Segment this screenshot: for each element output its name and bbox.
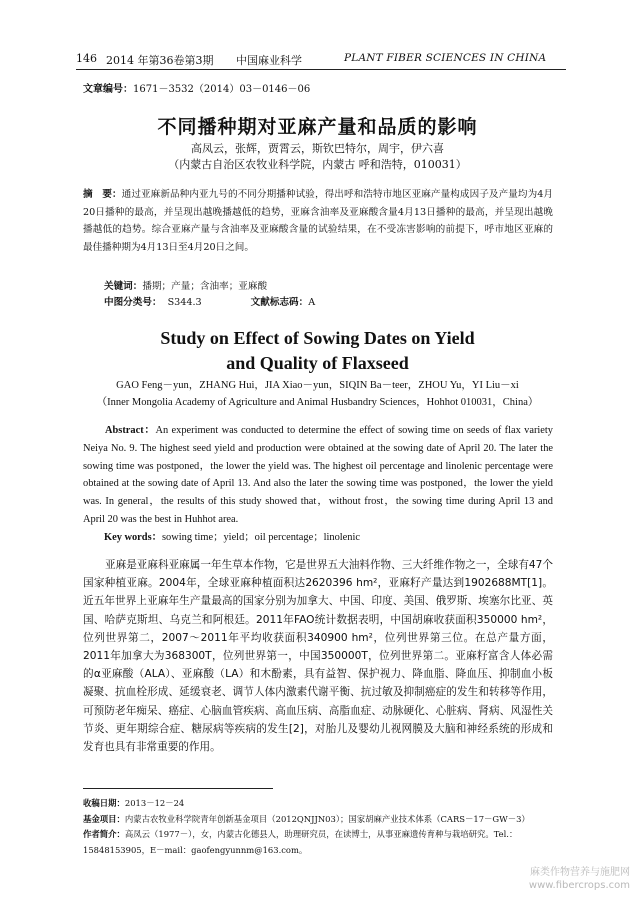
authors-cn: 高凤云，张辉，贾霄云，斯钦巴特尔，周宇，伊六喜	[191, 142, 444, 155]
title-en	[0, 326, 635, 376]
clc-label: 中图分类号：	[104, 297, 162, 308]
authors-en: GAO Feng－yun，ZHANG Hui，JIA Xiao－yun，SIQIN Ba－teer，ZHOU Yu，YI Liu－xi	[116, 380, 519, 391]
article-number	[83, 80, 310, 95]
header-divider	[76, 69, 566, 70]
received-date	[83, 796, 553, 812]
received-label: 收稿日期：	[83, 798, 125, 808]
received-value: 2013－12－24	[124, 798, 185, 808]
abstract-cn-label: 摘 要：	[83, 189, 122, 200]
footnote-divider	[83, 788, 273, 789]
keywords-en	[104, 528, 554, 543]
article-number-value: 1671－3532（2014）03－0146－06	[133, 84, 311, 95]
author-bio-label: 作者简介：	[83, 829, 125, 839]
fund-value: 内蒙古农牧业科学院青年创新基金项目（2012QNJJN03）；国家胡麻产业技术体系（CARS－17－GW－3）	[124, 813, 530, 824]
body-paragraph: 亚麻是亚麻科亚麻属一年生草本作物，它是世界五大油料作物、三大纤维作物之一，全球有47个国家种植亚麻。2004年，全球亚麻种植面积达2620396 hm²，亚麻籽产量达到1902688MT[1]。近五年世界上亚麻年生产量最高的国家分别为加拿大、中国、印度、美国、俄罗斯、埃塞尔比亚、英国、哈萨克斯坦、乌克兰和阿根廷。2011年FAO统计数据表明，中国胡麻收获面积350000 hm²，位列世界第二，2007～2011年平均收获面积340900 hm²，位列世界第三位。在总产量方面，2011年加拿大为368300T，位列世界第一，中国350000T，位列世界第二。亚麻籽富含人体必需的α亚麻酸（ALA）、亚麻酸（LA）和木酚素，具有益智、保护视力、降血脂、降血压、抑制血小板凝聚、抗血栓形成、延缓衰老、调节人体内激素代谢平衡、抗过敏及抑制癌症的发生和转移等作用，可预防老年痴呆、癌症、心脑血管疾病、高血压病、高脂血症、动脉硬化、心脏病、肾病、风湿性关节炎、更年期综合症、糖尿病等疾病的发生[2]，对胎儿及婴幼儿视网膜及大脑和神经系统的形成和发育也具有非常重要的作用。	[83, 559, 553, 754]
running-header	[76, 48, 566, 68]
keywords-en-text: sowing time；yield；oil percentage；linolenic	[162, 532, 360, 543]
journal-name-cn: 中国麻业科学	[236, 54, 302, 67]
abstract-en-text: An experiment was conducted to determine the effect of sowing time on seeds of flax variety Neiya No. 9. The highest seed yield and production were obtained at the sowing date of April 20. The later the sowing time was postponed，the lower the yield was. The highest oil percentage and linolenic percentage were obtained at the sowing date of April 13. And also the later the sowing time was postponed，the lower the yield was. In general，the results of this study showed that，without frost，the sowing time during April 13 and April 20 was the best in Huhhot area.	[83, 425, 553, 525]
keywords-en-label: Key words：	[104, 532, 163, 543]
doc-code-value: A	[308, 297, 316, 308]
keywords-cn	[104, 278, 554, 292]
keywords-cn-label: 关键词：	[104, 281, 143, 292]
journal-name-en: PLANT FIBER SCIENCES IN CHINA	[344, 52, 547, 64]
abstract-cn	[83, 186, 553, 256]
fund-info	[83, 812, 553, 828]
clc-value: S344.3	[167, 297, 202, 308]
abstract-cn-text: 通过亚麻新品种内亚九号的不同分期播种试验，得出呼和浩特市地区亚麻产量构成因子及产量均为4月20日播种的最高，并呈现出越晚播越低的趋势，亚麻含油率及亚麻酸含量4月13日播种的最高，并呈现出越晚播越低的趋势。综合亚麻产量与含油率及亚麻酸含量的试验结果，在不受冻害影响的前提下，呼市地区亚麻的最佳播种期为4月13日至4月20日之间。	[83, 189, 554, 253]
fund-label: 基金项目：	[83, 813, 125, 824]
affiliation-en: （Inner Mongolia Academy of Agriculture and Animal Husbandry Sciences，Hohhot 010031，China）	[96, 397, 539, 408]
watermark-line1: 麻类作物营养与施肥网	[530, 867, 630, 878]
abstract-en-label: Abstract：	[105, 425, 156, 436]
author-bio	[83, 827, 553, 858]
keywords-cn-text: 播期；产量；含油率；亚麻酸	[142, 281, 268, 292]
title-cn: 不同播种期对亚麻产量和品质的影响	[157, 116, 478, 138]
abstract-en	[83, 422, 553, 529]
footnotes	[83, 796, 553, 858]
affiliation-cn: （内蒙古自治区农牧业科学院，内蒙古 呼和浩特，010031）	[168, 158, 467, 171]
page-number: 146	[76, 52, 97, 65]
classification-line	[104, 294, 554, 308]
title-en-line1: Study on Effect of Sowing Dates on Yield	[160, 328, 475, 348]
article-number-label: 文章编号：	[83, 84, 133, 95]
watermark	[510, 866, 630, 892]
title-en-line2: and Quality of Flaxseed	[226, 353, 409, 373]
issue-info: 2014 年第36卷第3期	[106, 54, 214, 67]
author-bio-value: 高凤云（1977－），女，内蒙古化德县人，助理研究员，在读博士，从事亚麻遗传育种与栽培研究。Tel.：15848153905，E－mail：gaofengyunnm@163.com。	[83, 829, 518, 855]
doc-code-label: 文献标志码：	[250, 297, 309, 308]
watermark-line2: www.fibercrops.com	[528, 880, 630, 891]
